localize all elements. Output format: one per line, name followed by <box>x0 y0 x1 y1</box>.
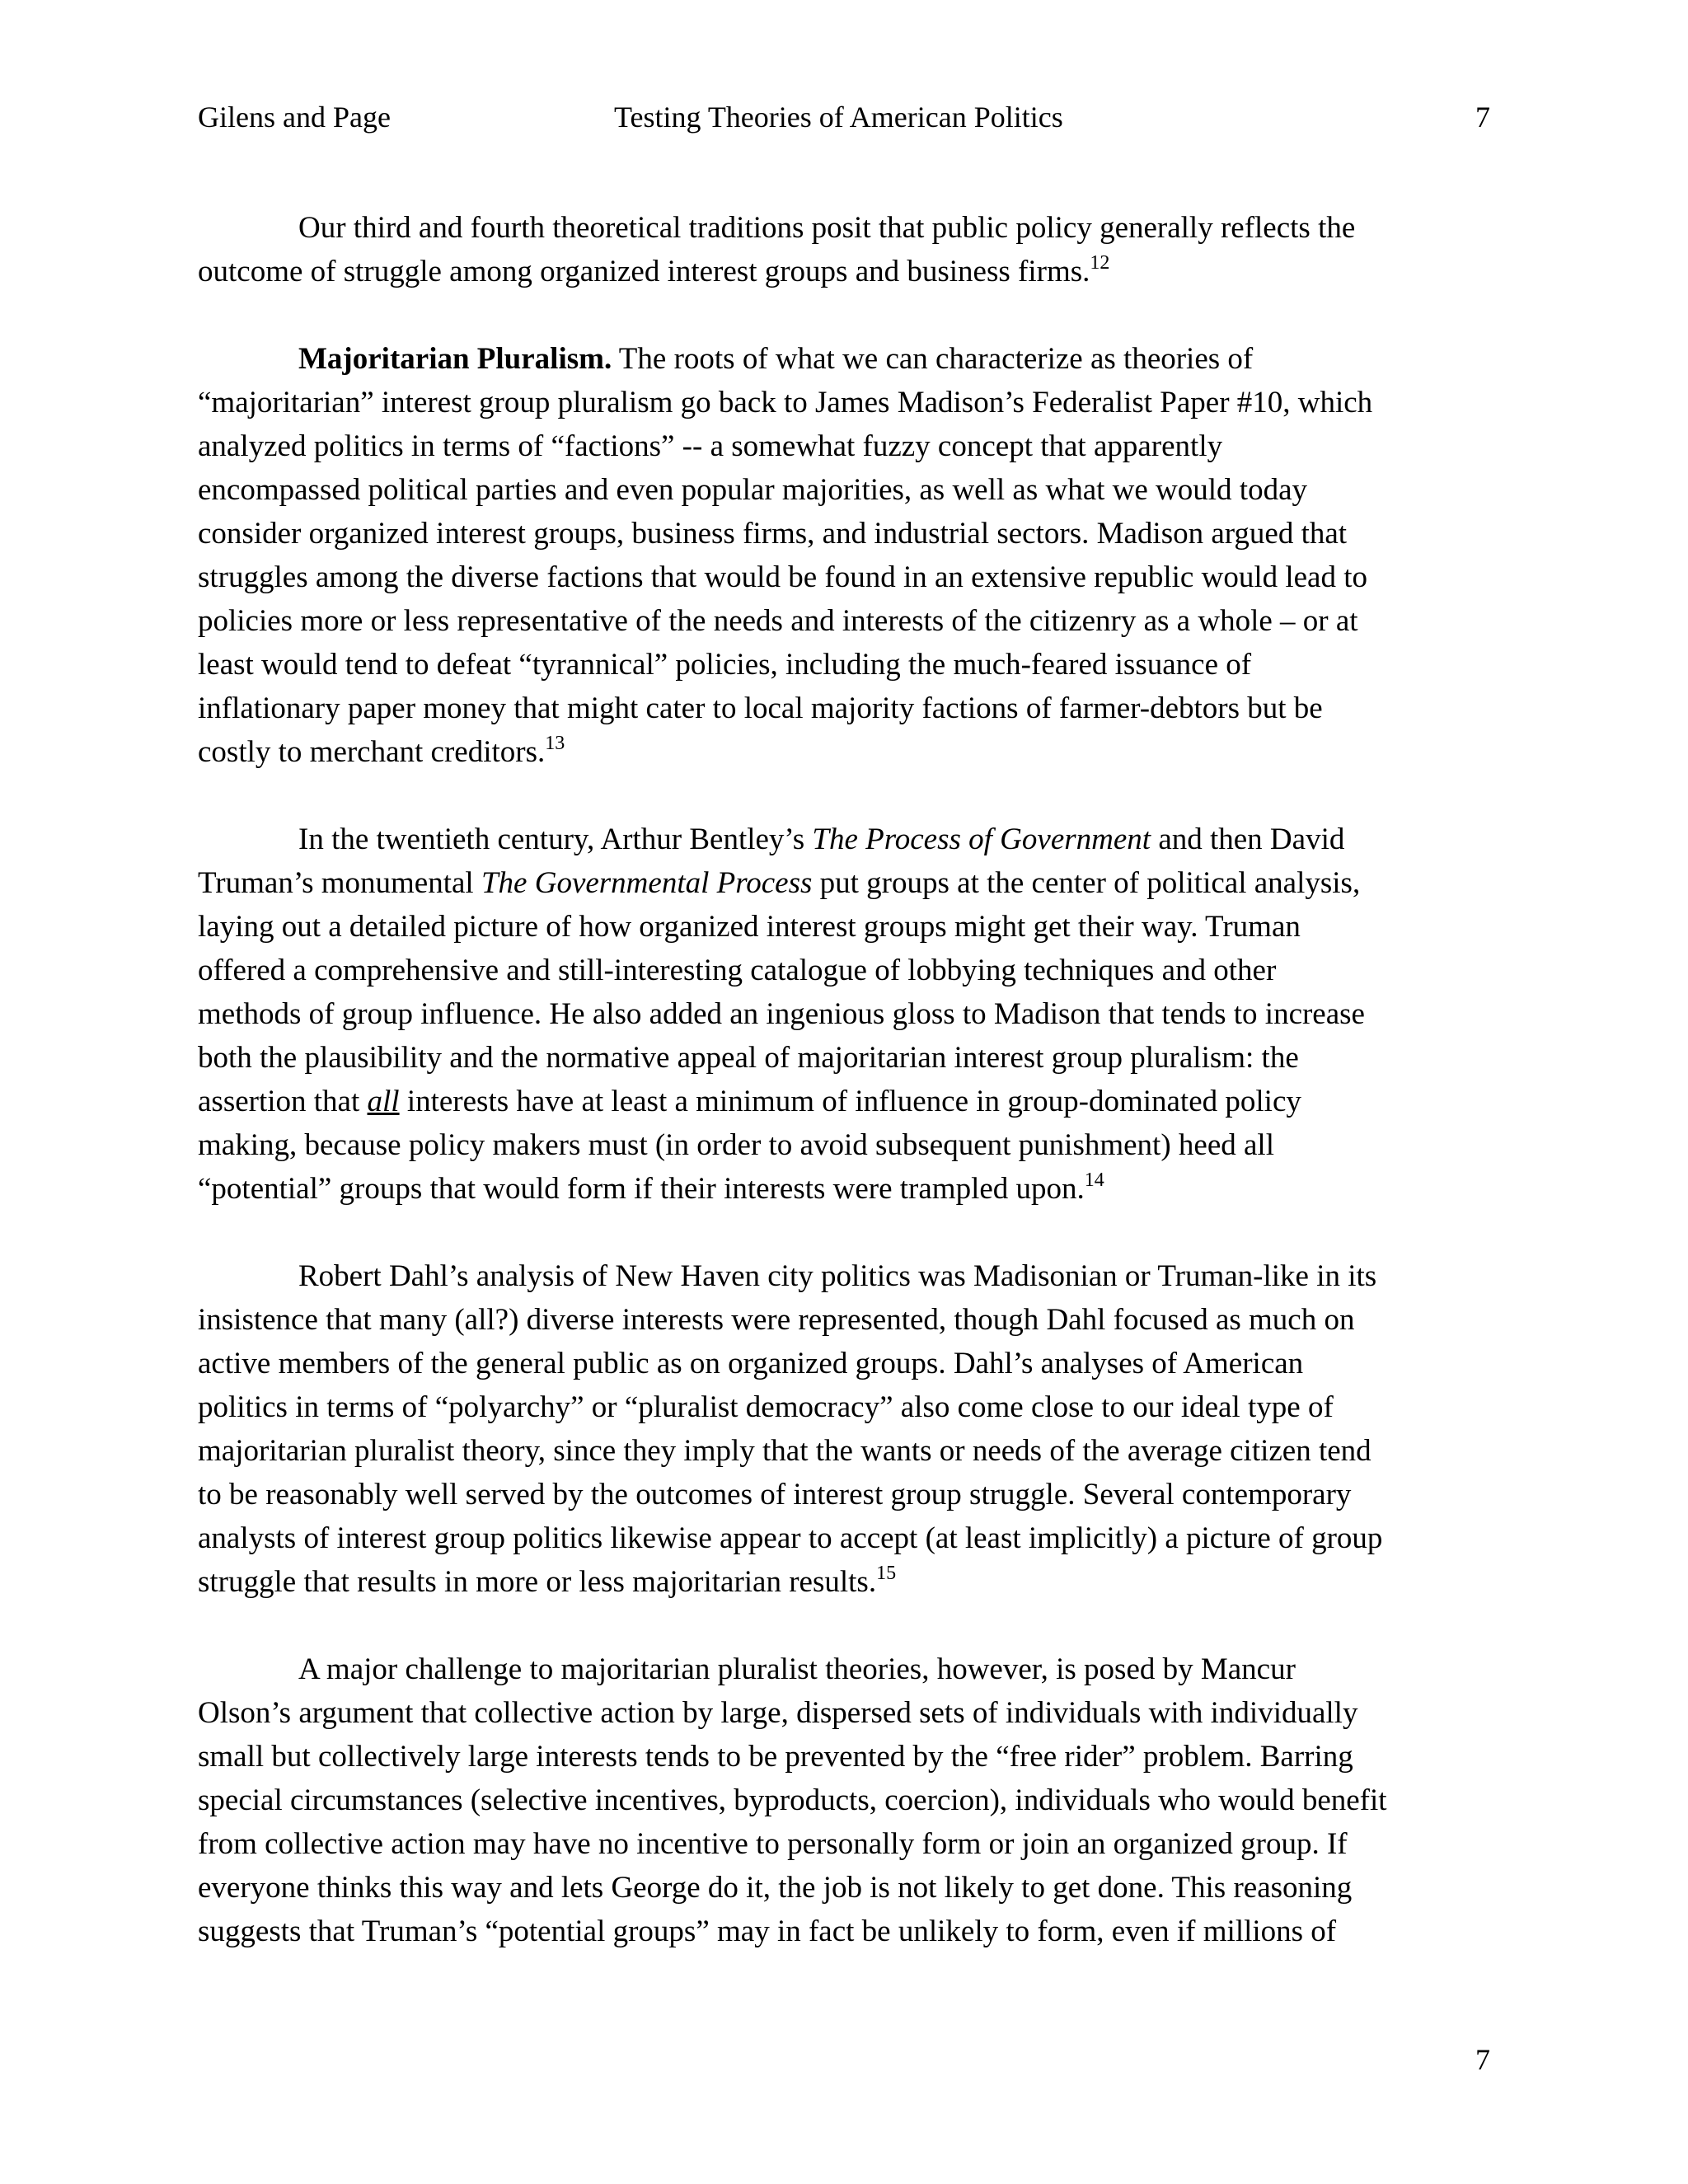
paragraph-majoritarian-pluralism <box>198 337 1500 774</box>
text-line: analysts of interest group politics likewise appear to accept (at least implicitly) a picture of group <box>198 1521 1383 1555</box>
text-line: offered a comprehensive and still-interesting catalogue of lobbying techniques and other <box>198 954 1277 987</box>
text-line: suggests that Truman’s “potential groups” may in fact be unlikely to form, even if millions of <box>198 1915 1337 1948</box>
text-line: consider organized interest groups, business firms, and industrial sectors. Madison argued that <box>198 517 1348 551</box>
text-line: analyzed politics in terms of “factions” -- a somewhat fuzzy concept that apparently <box>198 429 1223 463</box>
text-line <box>198 861 1500 905</box>
text-line <box>198 1167 1500 1211</box>
text-segment: costly to merchant creditors. <box>198 735 546 769</box>
text-segment: and then David <box>1151 823 1345 856</box>
text-line: Our third and fourth theoretical traditions posit that public policy generally reflects the <box>298 211 1356 245</box>
text-line <box>198 250 1500 293</box>
book-title: The Governmental Process <box>481 866 813 900</box>
text-line: Olson’s argument that collective action by large, dispersed sets of individuals with individually <box>198 1696 1358 1730</box>
text-segment: put groups at the center of political analysis, <box>812 866 1361 900</box>
section-heading: Majoritarian Pluralism. <box>298 342 612 376</box>
text-line: struggles among the diverse factions that would be found in an extensive republic would lead to <box>198 560 1368 594</box>
text-line: everyone thinks this way and lets George do it, the job is not likely to get done. This reasoning <box>198 1871 1353 1905</box>
text-segment: Truman’s monumental <box>198 866 481 900</box>
paragraph-bentley-truman <box>198 818 1500 1211</box>
text-line: both the plausibility and the normative appeal of majoritarian interest group pluralism: the <box>198 1041 1299 1075</box>
footnote-marker: 15 <box>876 1563 897 1584</box>
text-line <box>198 730 1500 774</box>
text-line: from collective action may have no incentive to personally form or join an organized group. If <box>198 1827 1348 1861</box>
text-line: Robert Dahl’s analysis of New Haven city politics was Madisonian or Truman-like in its <box>298 1259 1377 1293</box>
text-line: laying out a detailed picture of how organized interest groups might get their way. Truman <box>198 910 1301 944</box>
text-line: A major challenge to majoritarian pluralist theories, however, is posed by Mancur <box>298 1652 1296 1686</box>
text-line: “majoritarian” interest group pluralism go back to James Madison’s Federalist Paper #10, which <box>198 386 1373 419</box>
body-text <box>198 206 1500 1997</box>
text-line: methods of group influence. He also added an ingenious gloss to Madison that tends to increase <box>198 997 1365 1031</box>
text-line: majoritarian pluralist theory, since they imply that the wants or needs of the average citizen tend <box>198 1434 1372 1468</box>
text-segment: outcome of struggle among organized interest groups and business firms. <box>198 255 1090 288</box>
text-segment: interests have at least a minimum of influence in group-dominated policy <box>399 1085 1301 1118</box>
text-line: politics in terms of “polyarchy” or “pluralist democracy” also come close to our ideal type of <box>198 1390 1334 1424</box>
text-segment: assertion that <box>198 1085 368 1118</box>
text-line: small but collectively large interests tends to be prevented by the “free rider” problem. Barring <box>198 1740 1353 1774</box>
footnote-marker: 12 <box>1090 252 1110 274</box>
paragraph-dahl <box>198 1254 1500 1604</box>
text-line: making, because policy makers must (in order to avoid subsequent punishment) heed all <box>198 1128 1274 1162</box>
text-line: policies more or less representative of the needs and interests of the citizenry as a whole – or at <box>198 604 1358 638</box>
text-line <box>198 337 1500 381</box>
footer-page-number: 7 <box>1475 2043 1490 2076</box>
text-line <box>198 1560 1500 1604</box>
text-line: least would tend to defeat “tyrannical” policies, including the much-feared issuance of <box>198 648 1252 682</box>
text-line: inflationary paper money that might cater to local majority factions of farmer-debtors but be <box>198 691 1323 725</box>
text-line <box>198 1080 1500 1123</box>
text-line: active members of the general public as on organized groups. Dahl’s analyses of American <box>198 1347 1304 1380</box>
paragraph-olson <box>198 1647 1500 1953</box>
text-line <box>198 818 1500 861</box>
text-segment: In the twentieth century, Arthur Bentley’s <box>298 823 813 856</box>
header-authors: Gilens and Page <box>198 101 391 134</box>
book-title: The Process of Government <box>812 823 1151 856</box>
text-segment: “potential” groups that would form if their interests were trampled upon. <box>198 1172 1085 1206</box>
text-segment: The roots of what we can characterize as theories of <box>612 342 1254 376</box>
footnote-marker: 13 <box>545 733 565 754</box>
text-segment: struggle that results in more or less majoritarian results. <box>198 1565 877 1599</box>
paragraph-intro <box>198 206 1500 293</box>
text-line: insistence that many (all?) diverse interests were represented, though Dahl focused as much on <box>198 1303 1355 1337</box>
running-header <box>198 96 1490 138</box>
emphasized-word: all <box>367 1085 400 1118</box>
header-title: Testing Theories of American Politics <box>614 101 1063 134</box>
text-line: encompassed political parties and even popular majorities, as well as what we would today <box>198 473 1308 507</box>
footnote-marker: 14 <box>1084 1169 1104 1191</box>
text-line: special circumstances (selective incentives, byproducts, coercion), individuals who would benefit <box>198 1783 1387 1817</box>
header-page-number: 7 <box>1475 101 1490 134</box>
text-line: to be reasonably well served by the outcomes of interest group struggle. Several contemporary <box>198 1478 1352 1511</box>
